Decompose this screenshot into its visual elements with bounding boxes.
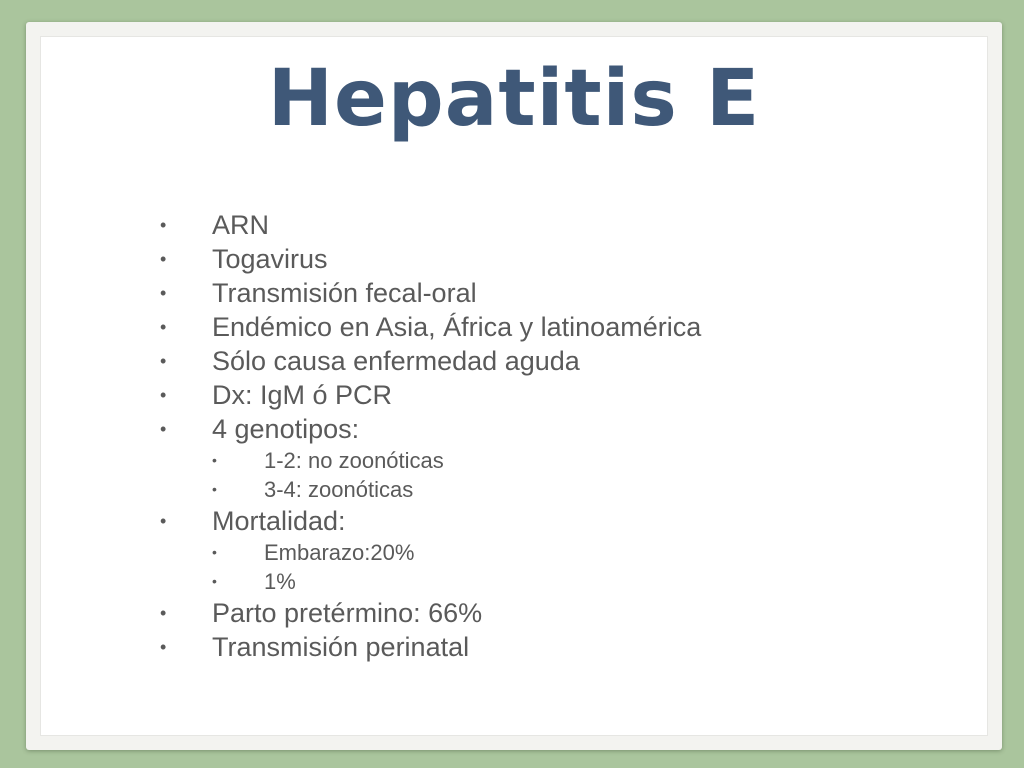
sub-bullet-text: 1-2: no zoonóticas — [264, 448, 444, 473]
bullet-dot-icon: • — [212, 452, 217, 468]
bullet-item — [160, 412, 701, 504]
sub-bullet-text: Embarazo:20% — [264, 540, 415, 565]
bullet-text: ARN — [212, 210, 270, 240]
bullet-item — [160, 310, 701, 344]
bullet-dot-icon: • — [160, 637, 167, 657]
sub-bullet-item — [212, 446, 701, 475]
bullet-text: Sólo causa enfermedad aguda — [212, 346, 580, 376]
bullet-text: Mortalidad: — [212, 506, 346, 536]
sub-bullet-item — [212, 475, 701, 504]
sub-bullet-item — [212, 538, 701, 567]
bullet-item — [160, 276, 701, 310]
bullet-item — [160, 630, 701, 664]
bullet-dot-icon: • — [212, 573, 217, 589]
slide — [26, 22, 1002, 750]
bullet-text: Togavirus — [212, 244, 328, 274]
bullet-item — [160, 596, 701, 630]
bullet-text: Parto pretérmino: 66% — [212, 598, 483, 628]
bullet-text: 4 genotipos: — [212, 414, 360, 444]
bullet-dot-icon: • — [160, 351, 167, 371]
bullet-dot-icon: • — [160, 215, 167, 235]
bullet-item — [160, 208, 701, 242]
bullet-dot-icon: • — [160, 283, 167, 303]
bullet-list — [160, 208, 701, 664]
bullet-dot-icon: • — [160, 603, 167, 623]
sub-bullet-text: 1% — [264, 569, 296, 594]
bullet-dot-icon: • — [212, 544, 217, 560]
bullet-text: Dx: IgM ó PCR — [212, 380, 393, 410]
bullet-dot-icon: • — [160, 419, 167, 439]
sub-bullet-list — [212, 446, 701, 504]
bullet-dot-icon: • — [160, 511, 167, 531]
sub-bullet-item — [212, 567, 701, 596]
bullet-dot-icon: • — [212, 481, 217, 497]
bullet-text: Transmisión fecal-oral — [212, 278, 477, 308]
sub-bullet-list — [212, 538, 701, 596]
bullet-text: Endémico en Asia, África y latinoamérica — [212, 312, 702, 342]
sub-bullet-text: 3-4: zoonóticas — [264, 477, 414, 502]
bullet-dot-icon: • — [160, 249, 167, 269]
bullet-item — [160, 242, 701, 276]
bullet-text: Transmisión perinatal — [212, 632, 470, 662]
bullet-dot-icon: • — [160, 385, 167, 405]
slide-title: Hepatitis E — [267, 54, 761, 144]
bullet-item — [160, 378, 701, 412]
bullet-dot-icon: • — [160, 317, 167, 337]
bullet-item — [160, 504, 701, 596]
bullet-item — [160, 344, 701, 378]
